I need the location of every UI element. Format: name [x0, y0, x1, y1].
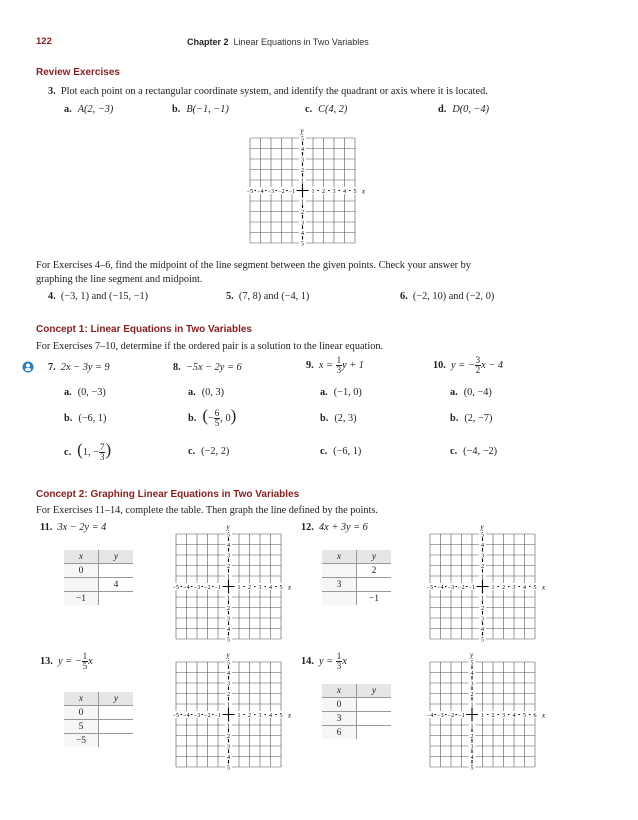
- x-axis-label: x: [362, 187, 366, 196]
- table-cell[interactable]: 5: [64, 720, 99, 734]
- ex14-table: x y 0 3 6: [322, 684, 391, 739]
- ex3-part-b: b. B(−1, −1): [172, 104, 229, 115]
- exercise-8-equation: −5x − 2y = 6: [185, 362, 242, 373]
- y-tick-label: 3: [227, 744, 230, 751]
- y-tick-label: 5: [470, 765, 474, 771]
- y-tick-label: 4: [227, 755, 230, 761]
- y-tick-label: 4: [481, 543, 484, 549]
- x-tick-label: 6: [533, 713, 537, 719]
- y-tick-label: 4: [227, 671, 230, 677]
- video-tutorial-icon[interactable]: [22, 361, 34, 373]
- y-tick-label: 5: [227, 637, 230, 643]
- x-tick-label: 1: [237, 585, 241, 591]
- x-tick-label: 5: [353, 189, 357, 195]
- x-axis-label: x: [542, 711, 546, 720]
- y-tick-label: 5: [227, 532, 230, 539]
- table-cell[interactable]: [99, 564, 134, 578]
- x-tick-label: −5: [172, 713, 180, 719]
- x-tick-label: −1: [288, 189, 296, 195]
- x-tick-label: −5: [246, 189, 254, 195]
- x-tick-label: −1: [458, 713, 465, 719]
- y-tick-label: 5: [481, 532, 484, 539]
- y-tick-label: 4: [470, 671, 474, 677]
- x-tick-label: −5: [426, 585, 434, 591]
- x-tick-label: −4: [426, 713, 434, 719]
- y-tick-label: 1: [301, 199, 304, 206]
- exercise-12-equation: 4x + 3y = 6: [319, 522, 368, 533]
- x-tick-label: 5: [279, 713, 283, 719]
- x-tick-label: 5: [533, 585, 537, 591]
- y-tick-label: 5: [481, 637, 484, 643]
- page-number: 122: [36, 36, 52, 47]
- y-tick-label: 1: [470, 723, 474, 730]
- table-cell[interactable]: 0: [322, 698, 357, 712]
- x-tick-label: −4: [257, 189, 264, 195]
- x-tick-label: 3: [258, 585, 262, 591]
- table-cell[interactable]: −5: [64, 734, 99, 748]
- x-tick-label: 3: [502, 713, 505, 719]
- x-tick-label: −2: [458, 585, 465, 591]
- x-tick-label: 1: [491, 585, 495, 591]
- x-axis-label: x: [288, 711, 292, 720]
- y-tick-label: 2: [470, 692, 474, 698]
- coordinate-grid-ex12[interactable]: [418, 524, 549, 643]
- section-title-concept2: Concept 2: Graphing Linear Equations in Two Variables: [36, 489, 300, 500]
- table-cell[interactable]: [99, 706, 134, 720]
- midpoint-instruction-line2: graphing the line segment and midpoint.: [36, 274, 203, 285]
- y-tick-label: 4: [470, 755, 474, 761]
- table-cell[interactable]: [322, 592, 357, 606]
- x-tick-label: −2: [204, 585, 211, 591]
- ex3-part-c: c. C(4, 2): [305, 104, 348, 115]
- x-tick-label: −1: [214, 713, 222, 719]
- chapter-number: Chapter 2: [187, 37, 229, 47]
- exercise-4: 4. (−3, 1) and (−15, −1): [48, 291, 149, 302]
- y-tick-label: 3: [470, 681, 474, 688]
- y-axis-label: y: [226, 524, 230, 531]
- x-tick-label: 2: [502, 585, 505, 591]
- x-tick-label: −2: [278, 189, 285, 195]
- y-tick-label: 5: [301, 241, 304, 247]
- x-tick-label: −3: [447, 585, 455, 591]
- y-tick-label: 1: [227, 574, 230, 581]
- grid-svg: [418, 524, 549, 643]
- table-cell[interactable]: 0: [64, 564, 99, 578]
- chapter-title: Linear Equations in Two Variables: [233, 37, 369, 47]
- x-tick-label: −1: [468, 585, 476, 591]
- table-cell[interactable]: [357, 712, 392, 726]
- grid-svg: [418, 652, 549, 771]
- x-tick-label: 1: [481, 713, 484, 719]
- table-cell[interactable]: −1: [64, 592, 99, 606]
- section-title-review: Review Exercises: [36, 67, 120, 78]
- x-tick-label: −4: [183, 713, 190, 719]
- x-tick-label: −4: [437, 585, 444, 591]
- y-tick-label: 1: [227, 702, 230, 709]
- ex10-option-b: b. (2, −7): [450, 413, 493, 424]
- ex7-option-c: c. (1, − $\frac{7}{3}$ ): [64, 440, 112, 463]
- midpoint-instruction-line1: For Exercises 4–6, find the midpoint of the line segment between the given points. Check your answer by: [36, 260, 471, 271]
- exercise-6: 6. (−2, 10) and (−2, 0): [400, 291, 495, 302]
- ex9-option-a: a. (−1, 0): [320, 387, 362, 398]
- y-tick-label: 3: [481, 616, 484, 623]
- y-tick-label: 2: [227, 734, 230, 740]
- ex3-part-a: a. A(2, −3): [64, 104, 114, 115]
- exercise-9: 9. x = $\frac{1}{3}$ y + 1: [306, 355, 364, 375]
- grid-svg: [238, 128, 369, 247]
- y-tick-label: 3: [227, 681, 230, 688]
- ex8-option-b: b. (− $\frac{6}{5}$ , 0): [188, 406, 237, 429]
- grid-svg: [164, 524, 295, 643]
- ex10-option-c: c. (−4, −2): [450, 446, 498, 457]
- x-tick-label: −3: [193, 585, 201, 591]
- x-tick-label: −4: [183, 585, 190, 591]
- y-tick-label: 2: [470, 734, 474, 740]
- y-tick-label: 4: [301, 147, 304, 153]
- y-tick-label: 2: [301, 210, 304, 216]
- table-cell[interactable]: 6: [322, 726, 357, 740]
- x-tick-label: 5: [279, 585, 283, 591]
- table-cell[interactable]: [357, 698, 392, 712]
- table-cell[interactable]: 4: [99, 578, 134, 592]
- x-tick-label: 3: [332, 189, 336, 195]
- y-tick-label: 3: [301, 157, 304, 164]
- x-tick-label: 2: [248, 585, 251, 591]
- ex8-option-c: c. (−2, 2): [188, 446, 230, 457]
- y-tick-label: 1: [470, 702, 474, 709]
- y-tick-label: 1: [481, 595, 484, 602]
- exercise-7: 7. 2x − 3y = 9: [48, 362, 110, 373]
- x-tick-label: −3: [193, 713, 201, 719]
- y-axis-label: y: [480, 524, 484, 531]
- y-tick-label: 5: [227, 660, 230, 667]
- x-tick-label: −3: [267, 189, 275, 195]
- x-tick-label: −2: [204, 713, 211, 719]
- y-tick-label: 1: [227, 723, 230, 730]
- y-tick-label: 2: [227, 564, 230, 570]
- concept2-instruction: For Exercises 11–14, complete the table. Then graph the line defined by the points.: [36, 505, 378, 516]
- y-tick-label: 4: [227, 543, 230, 549]
- x-tick-label: 4: [523, 585, 526, 591]
- x-axis-label: x: [288, 583, 292, 592]
- x-tick-label: 3: [258, 713, 262, 719]
- exercise-11: 11. 3x − 2y = 4: [40, 522, 107, 533]
- table-cell[interactable]: [99, 720, 134, 734]
- y-tick-label: 2: [227, 606, 230, 612]
- exercise-12: 12. 4x + 3y = 6: [301, 522, 368, 533]
- x-tick-label: 2: [248, 713, 251, 719]
- x-tick-label: 4: [343, 189, 346, 195]
- ex9-option-c: c. (−6, 1): [320, 446, 362, 457]
- table-cell[interactable]: [322, 564, 357, 578]
- table-cell[interactable]: [357, 578, 392, 592]
- running-header: [187, 37, 369, 47]
- y-tick-label: 1: [481, 574, 484, 581]
- x-tick-label: 1: [311, 189, 315, 195]
- grid-svg: [164, 652, 295, 771]
- exercise-8: 8. −5x − 2y = 6: [173, 362, 242, 373]
- table-cell[interactable]: [99, 592, 134, 606]
- exercise-3-instruction: Plot each point on a rectangular coordinate system, and identify the quadrant or axis where it is located.: [60, 86, 488, 97]
- coordinate-grid-ex11[interactable]: [164, 524, 295, 643]
- exercise-5: 5. (7, 8) and (−4, 1): [226, 291, 310, 302]
- ex12-table: x y 2 3 −1: [322, 550, 391, 605]
- y-tick-label: 4: [301, 231, 304, 237]
- ex7-option-a: a. (0, −3): [64, 387, 106, 398]
- table-cell[interactable]: 3: [322, 712, 357, 726]
- ex13-table: x y 0 5 −5: [64, 692, 133, 747]
- table-cell[interactable]: 2: [357, 564, 392, 578]
- y-tick-label: 3: [481, 553, 484, 560]
- x-axis-label: x: [542, 583, 546, 592]
- y-tick-label: 1: [301, 178, 304, 185]
- x-tick-label: 4: [269, 585, 272, 591]
- x-tick-label: 2: [322, 189, 325, 195]
- exercise-3: 3. Plot each point on a rectangular coordinate system, and identify the quadrant or axis where it is located.: [48, 86, 488, 97]
- ex9-option-b: b. (2, 3): [320, 413, 357, 424]
- y-tick-label: 5: [301, 136, 304, 143]
- y-tick-label: 5: [227, 765, 230, 771]
- table-cell[interactable]: −1: [357, 592, 392, 606]
- ex7-option-b: b. (−6, 1): [64, 413, 107, 424]
- y-tick-label: 5: [470, 660, 474, 667]
- x-tick-label: −2: [447, 713, 455, 719]
- x-tick-label: 1: [237, 713, 241, 719]
- x-tick-label: 4: [512, 713, 516, 719]
- table-cell[interactable]: 3: [322, 578, 357, 592]
- x-tick-label: 3: [512, 585, 516, 591]
- y-tick-label: 2: [301, 168, 304, 174]
- x-tick-label: 4: [269, 713, 272, 719]
- coordinate-grid-ex13[interactable]: [164, 652, 295, 771]
- y-tick-label: 4: [227, 627, 230, 633]
- exercise-13: 13. y = − $\frac{1}{5}$ x: [40, 651, 93, 671]
- table-cell[interactable]: [357, 726, 392, 740]
- x-tick-label: −5: [172, 585, 180, 591]
- exercise-11-equation: 3x − 2y = 4: [57, 522, 107, 533]
- table-cell[interactable]: [99, 734, 134, 748]
- y-tick-label: 3: [470, 744, 474, 751]
- y-tick-label: 2: [227, 692, 230, 698]
- x-tick-label: 5: [523, 713, 526, 719]
- y-axis-label: y: [470, 652, 474, 659]
- ex3-part-d: d. D(0, −4): [438, 104, 490, 115]
- table-cell[interactable]: 0: [64, 706, 99, 720]
- ex8-option-a: a. (0, 3): [188, 387, 225, 398]
- ex10-option-a: a. (0, −4): [450, 387, 492, 398]
- y-tick-label: 2: [481, 606, 484, 612]
- x-tick-label: −3: [437, 713, 444, 719]
- section-title-concept1: Concept 1: Linear Equations in Two Variables: [36, 324, 252, 335]
- x-tick-label: 2: [491, 713, 495, 719]
- exercise-14: 14. y = $\frac{1}{3}$ x: [301, 651, 347, 671]
- y-axis-label: y: [226, 652, 230, 659]
- y-tick-label: 4: [481, 627, 484, 633]
- y-axis-label: y: [300, 128, 304, 135]
- coordinate-grid-ex3[interactable]: [238, 128, 369, 247]
- x-tick-label: −1: [214, 585, 222, 591]
- exercise-10: 10. y = − $\frac{3}{2}$ x − 4: [433, 355, 503, 375]
- table-cell[interactable]: [64, 578, 99, 592]
- exercise-7-equation: 2x − 3y = 9: [60, 362, 110, 373]
- y-tick-label: 2: [481, 564, 484, 570]
- y-tick-label: 3: [301, 220, 304, 227]
- y-tick-label: 3: [227, 553, 230, 560]
- ex11-table: x y 0 4 −1: [64, 550, 133, 605]
- y-tick-label: 3: [227, 616, 230, 623]
- coordinate-grid-ex14[interactable]: [418, 652, 549, 771]
- y-tick-label: 1: [227, 595, 230, 602]
- concept1-instruction: For Exercises 7–10, determine if the ordered pair is a solution to the linear equation.: [36, 341, 384, 352]
